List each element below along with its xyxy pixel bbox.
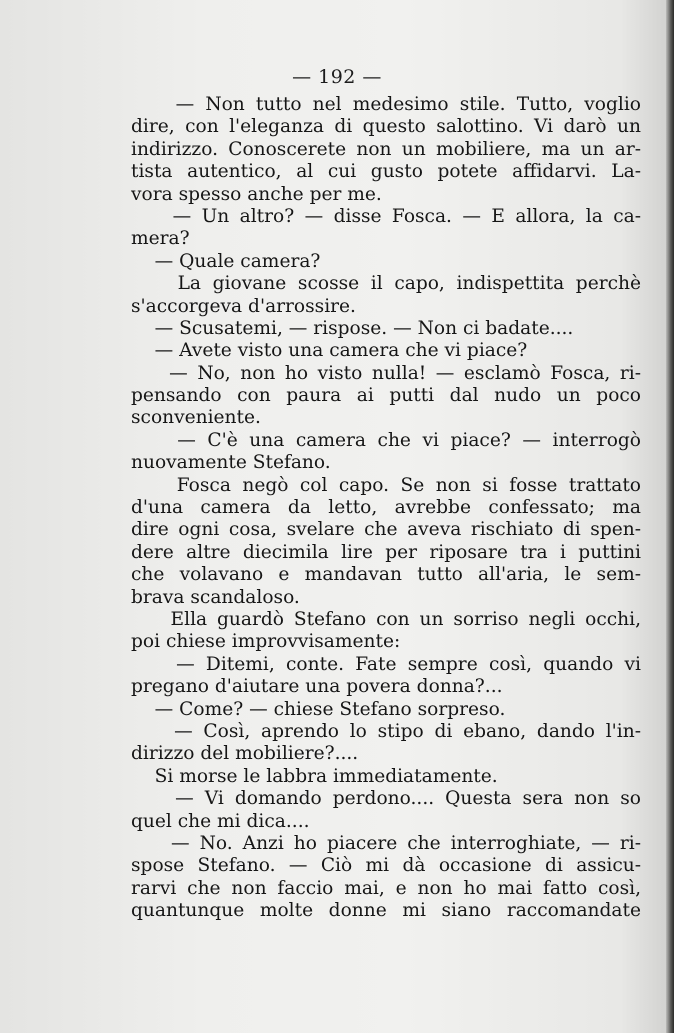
text-line: sconveniente. [131,407,261,429]
body-text [131,94,641,922]
text-line: — No. Anzi ho piacere che interroghiate, — ri- [131,832,641,854]
text-line: rarvi che non faccio mai, e non ho mai fatto così, [131,877,641,899]
text-line: — Così, aprendo lo stipo di ebano, dando l'in- [131,720,641,742]
text-line: s'accorgeva d'arrossire. [131,295,356,317]
text-line: spose Stefano. — Ciò mi dà occasione di assicu- [131,855,641,877]
text-line: Ella guardò Stefano con un sorriso negli occhi, [131,608,641,630]
book-spine-shadow [666,0,674,1033]
text-line: quantunque molte donne mi siano raccomandate [131,900,641,922]
text-line: tista autentico, al cui gusto potete affidarvi. La- [131,161,641,183]
text-line: — Ditemi, conte. Fate sempre così, quando vi [131,653,641,675]
text-line: — Vi domando perdono.... Questa sera non so [131,788,641,810]
text-line: d'una camera da letto, avrebbe confessato; ma [131,497,641,519]
text-line: dere altre diecimila lire per riposare tra i puttini [131,541,641,563]
text-line: mera? [131,228,190,250]
text-line: dire ogni cosa, svelare che aveva rischiato di spen- [131,519,641,541]
text-line: — Non tutto nel medesimo stile. Tutto, voglio [131,94,641,115]
text-line: — Un altro? — disse Fosca. — E allora, la ca- [131,205,641,227]
text-line: — Come? — chiese Stefano sorpreso. [131,698,506,720]
text-line: La giovane scosse il capo, indispettita perchè [131,273,641,295]
text-line: — Quale camera? [131,250,321,272]
text-line: brava scandaloso. [131,586,300,608]
page-number: — 192 — [292,66,382,88]
text-line: — Scusatemi, — rispose. — Non ci badate.... [131,317,574,339]
text-line: — C'è una camera che vi piace? — interrogò [131,429,641,451]
text-line: — Avete visto una camera che vi piace? [131,340,528,362]
text-line: dirizzo del mobiliere?.... [131,743,359,765]
text-line: vora spesso anche per me. [131,183,382,205]
text-line: — No, non ho visto nulla! — esclamò Fosca, ri- [131,362,641,384]
text-line: nuovamente Stefano. [131,452,331,474]
text-line: indirizzo. Conoscerete non un mobiliere, ma un ar- [131,138,641,160]
text-line: pensando con paura ai putti dal nudo un poco [131,385,641,407]
text-line: dire, con l'eleganza di questo salottino. Vi darò un [131,116,641,138]
text-line: poi chiese improvvisamente: [131,631,401,653]
text-line: Fosca negò col capo. Se non si fosse trattato [131,474,641,496]
text-line: che volavano e mandavan tutto all'aria, le sem- [131,564,641,586]
text-line: quel che mi dica.... [131,810,310,832]
text-line: Si morse le labbra immediatamente. [131,765,498,787]
text-line: pregano d'aiutare una povera donna?... [131,676,503,698]
